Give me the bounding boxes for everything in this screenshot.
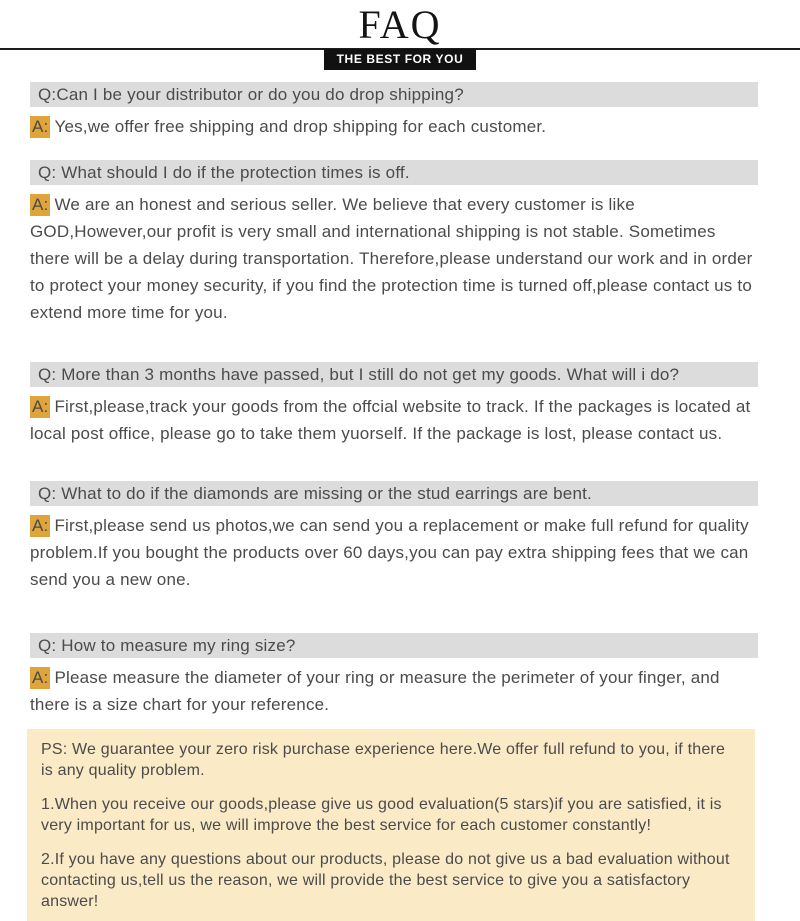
question-bar: Q: What to do if the diamonds are missing or the stud earrings are bent. (30, 481, 758, 506)
answer-text (30, 113, 758, 140)
faq-list (0, 70, 800, 921)
question-bar: Q: How to measure my ring size? (30, 633, 758, 658)
ps-point: 1.When you receive our goods,please give us good evaluation(5 stars)if you are satisfied, it is very important for us, we will improve the best service for each customer constantly! (41, 796, 722, 834)
answer-body: We are an honest and serious seller. We believe that every customer is like GOD,However,our profit is very small and international shipping is not stable. Sometimes there will be a delay during transportation. Therefore,please understand our work and in order to protect your money security, if you find the protection time is turned off,please contact us to extend more time for you. (30, 195, 753, 322)
best-for-you-badge: THE BEST FOR YOU (324, 49, 477, 70)
answer-marker: A: (32, 117, 49, 136)
ps-intro: PS: We guarantee your zero risk purchase experience here.We offer full refund to you, if there is any quality problem. (41, 741, 726, 779)
answer-body: First,please send us photos,we can send you a replacement or make full refund for quality problem.If you bought the products over 60 days,you can pay extra shipping fees that we can send you a new one. (30, 516, 749, 589)
answer-text (30, 393, 758, 447)
faq-item (30, 82, 758, 140)
ps-point: 2.If you have any questions about our products, please do not give us a bad evaluation without contacting us,tell us the reason, we will provide the best service to give you a satisfactory answer! (41, 851, 730, 910)
faq-item (30, 633, 758, 718)
faq-item (30, 481, 758, 593)
question-bar: Q: What should I do if the protection times is off. (30, 160, 758, 185)
answer-marker: A: (32, 397, 49, 416)
question-bar: Q: More than 3 months have passed, but I still do not get my goods. What will i do? (30, 362, 758, 387)
answer-body: Please measure the diameter of your ring or measure the perimeter of your finger, and there is a size chart for your reference. (30, 668, 720, 714)
answer-text (30, 664, 758, 718)
answer-marker: A: (32, 195, 49, 214)
answer-marker: A: (32, 668, 49, 687)
faq-header (0, 0, 800, 70)
answer-marker: A: (32, 516, 49, 535)
faq-item (30, 362, 758, 447)
answer-body: First,please,track your goods from the offcial website to track. If the packages is located at local post office, please go to take them yuorself. If the package is lost, please contact us. (30, 397, 751, 443)
ps-guarantee-box (27, 729, 755, 921)
page-title: FAQ (358, 2, 442, 47)
answer-text (30, 191, 758, 326)
answer-body: Yes,we offer free shipping and drop shipping for each customer. (54, 117, 547, 136)
badge-row (0, 50, 800, 70)
faq-item (30, 160, 758, 326)
answer-text (30, 512, 758, 593)
question-bar: Q:Can I be your distributor or do you do drop shipping? (30, 82, 758, 107)
